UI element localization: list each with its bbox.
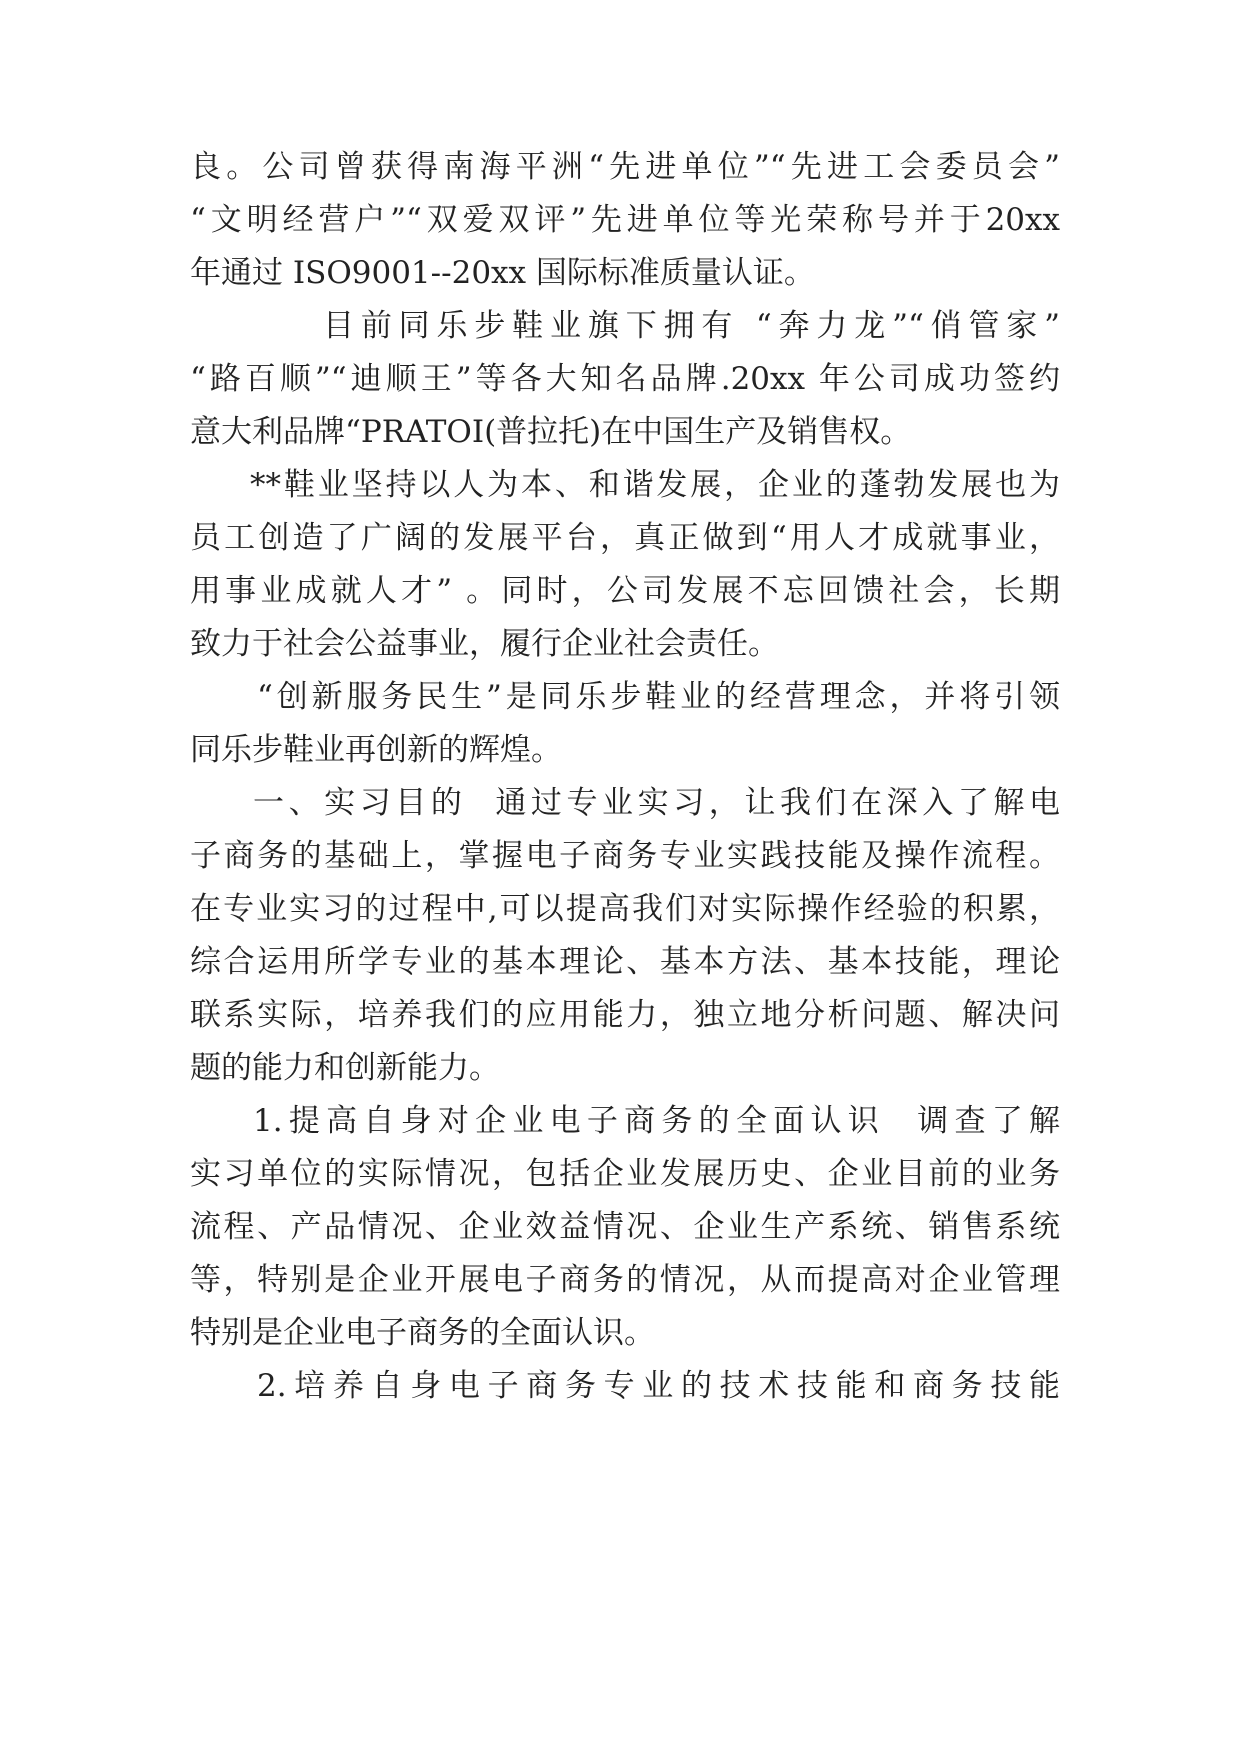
text-line: 1.提高自身对企业电子商务的全面认识 调查了解 [253,1103,1060,1139]
text-line: 综合运用所学专业的基本理论、基本方法、基本技能，理论 [190,944,1060,980]
text-line: 等，特别是企业开展电子商务的情况，从而提高对企业管理 [190,1262,1060,1298]
text-line: 良。公司曾获得南海平洲“先进单位”“先进工会委员会” [190,149,1060,185]
text-line: 特别是企业电子商务的全面认识。 [190,1315,655,1351]
text-line: “文明经营户”“双爱双评”先进单位等光荣称号并于20xx [190,202,1060,238]
text-line: 目前同乐步鞋业旗下拥有 “奔力龙”“俏管家” [323,308,1060,344]
text-line: 子商务的基础上，掌握电子商务专业实践技能及操作流程。 [190,838,1060,874]
text-line: 同乐步鞋业再创新的辉煌。 [190,732,562,768]
text-line: **鞋业坚持以人为本、和谐发展，企业的蓬勃发展也为 [250,467,1060,503]
text-line: “创新服务民生”是同乐步鞋业的经营理念，并将引领 [257,679,1060,715]
text-line: 员工创造了广阔的发展平台，真正做到“用人才成就事业， [190,520,1060,556]
text-line: 在专业实习的过程中,可以提高我们对实际操作经验的积累， [190,891,1060,927]
text-line: 意大利品牌“PRATOI(普拉托)在中国生产及销售权。 [190,414,912,450]
text-line: 实习单位的实际情况，包括企业发展历史、企业目前的业务 [190,1156,1060,1192]
text-line: “路百顺”“迪顺王”等各大知名品牌.20xx 年公司成功签约 [190,361,1060,397]
text-line: 流程、产品情况、企业效益情况、企业生产系统、销售系统 [190,1209,1060,1245]
text-line: 2.培养自身电子商务专业的技术技能和商务技能 [257,1368,1060,1404]
text-line: 题的能力和创新能力。 [190,1050,500,1086]
text-line: 致力于社会公益事业，履行企业社会责任。 [190,626,779,662]
text-line: 用事业成就人才” 。同时，公司发展不忘回馈社会，长期 [190,573,1060,609]
text-line: 年通过 ISO9001--20xx 国际标准质量认证。 [190,255,815,291]
text-line: 一、实习目的 通过专业实习，让我们在深入了解电 [253,785,1060,821]
text-line: 联系实际，培养我们的应用能力，独立地分析问题、解决问 [190,997,1060,1033]
